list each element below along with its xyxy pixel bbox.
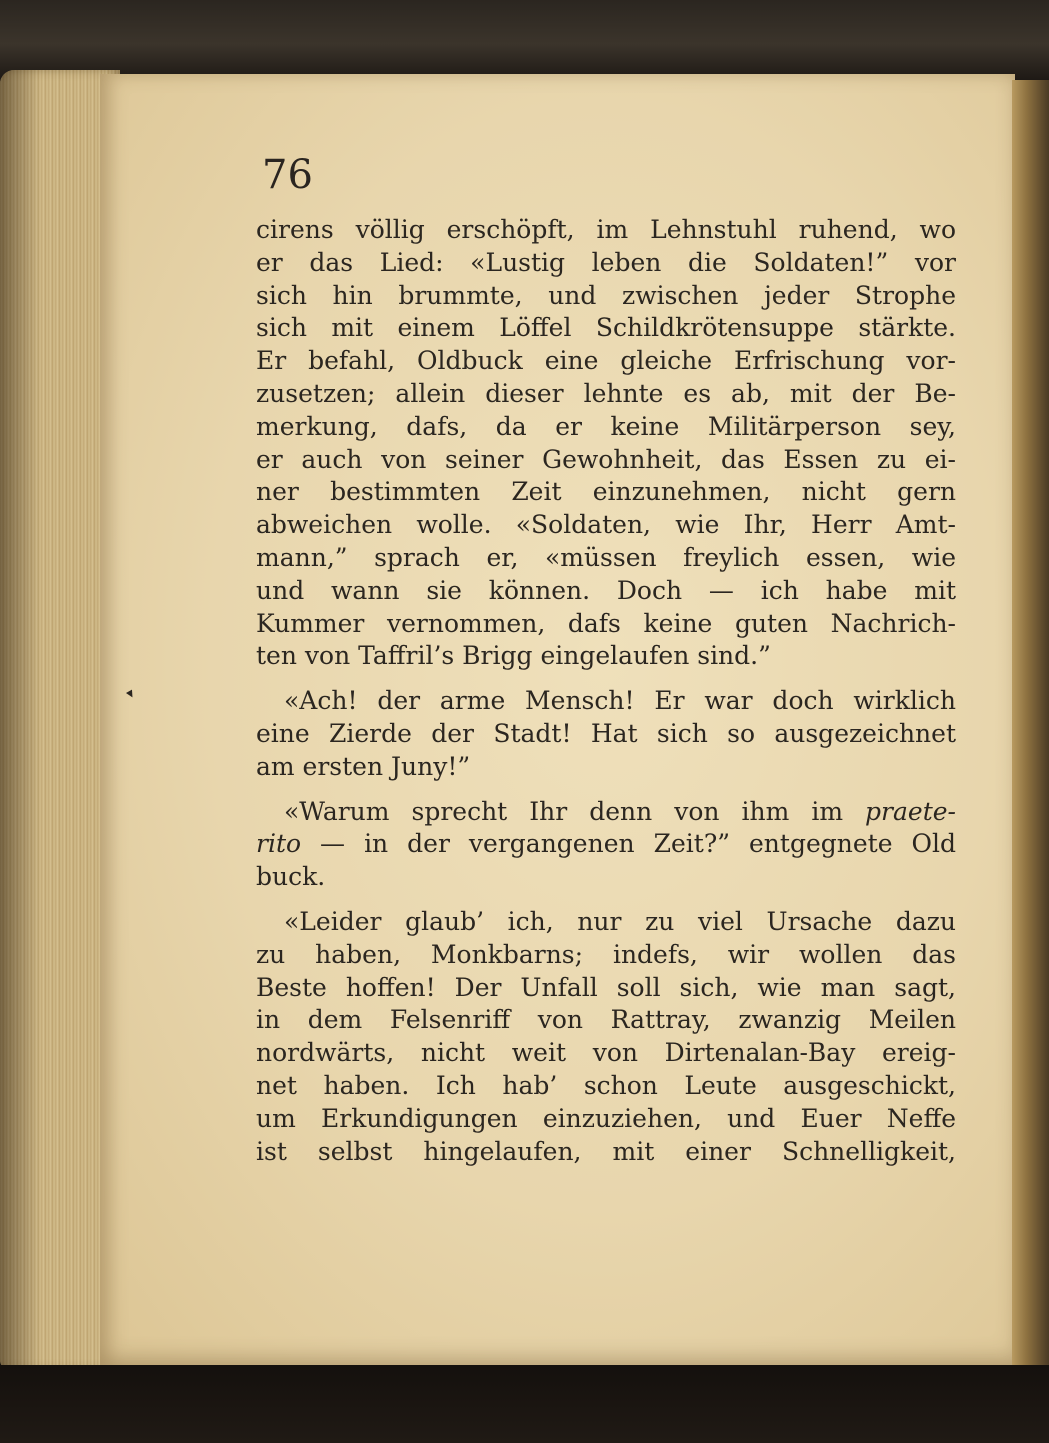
text-line: mann,” sprach er, «müssen freylich essen, wie (256, 542, 956, 572)
text-line: zu haben, Monkbarns; indefs, wir wollen das (256, 939, 956, 969)
paragraph-2 (256, 685, 956, 783)
text-line: abweichen wolle. «Soldaten, wie Ihr, Herr Amt- (256, 510, 956, 540)
text-run: — in der vergangenen Zeit?” entgegnete Old (301, 829, 956, 859)
text-line: buck. (256, 862, 326, 892)
book-cover-bottom (0, 1365, 1049, 1443)
text-line: in dem Felsenriff von Rattray, zwanzig Meilen (256, 1005, 956, 1035)
text-line: ten von Taffril’s Brigg eingelaufen sind.” (256, 641, 771, 671)
text-line: sich hin brummte, und zwischen jeder Strophe (256, 280, 956, 310)
page-number: 76 (262, 152, 313, 198)
text-line: eine Zierde der Stadt! Hat sich so ausgezeichnet (256, 718, 956, 748)
margin-mark: ▾ (123, 685, 138, 703)
text-line: er das Lied: «Lustig leben die Soldaten!” vor (256, 247, 956, 277)
paragraph-4 (256, 906, 956, 1168)
text-line: Er befahl, Oldbuck eine gleiche Erfrischung vor- (256, 346, 956, 376)
text-line: «Ach! der arme Mensch! Er war doch wirklich (284, 686, 956, 716)
text-line: merkung, dafs, da er keine Militärperson sey, (256, 411, 956, 441)
text-line (256, 828, 956, 861)
text-line (256, 796, 956, 829)
book-cover-top (0, 0, 1049, 80)
text-line: und wann sie können. Doch — ich habe mit (256, 575, 956, 605)
body-text (256, 214, 956, 1168)
italic-word: rito (256, 829, 302, 859)
paragraph-1 (256, 214, 956, 673)
text-line: ist selbst hingelaufen, mit einer Schnelligkeit, (256, 1136, 956, 1166)
text-line: Kummer vernommen, dafs keine guten Nachrich- (256, 608, 956, 638)
text-line: ner bestimmten Zeit einzunehmen, nicht gern (256, 477, 956, 507)
italic-word: praete- (865, 796, 956, 826)
book-gutter-right (1012, 80, 1049, 1365)
text-line: am ersten Juny!” (256, 751, 471, 781)
text-line: nordwärts, nicht weit von Dirtenalan-Bay ereig- (256, 1038, 956, 1068)
text-line: zusetzen; allein dieser lehnte es ab, mit der Be- (256, 378, 956, 408)
text-run: «Warum sprecht Ihr denn von ihm im (284, 796, 866, 826)
page-edges-shadow (0, 70, 40, 1370)
text-line: Beste hoffen! Der Unfall soll sich, wie man sagt, (256, 972, 956, 1002)
text-line: cirens völlig erschöpft, im Lehnstuhl ruhend, wo (256, 215, 956, 244)
text-line: net haben. Ich hab’ schon Leute ausgeschickt, (256, 1070, 956, 1100)
text-line: um Erkundigungen einzuziehen, und Euer Neffe (256, 1103, 956, 1133)
paragraph-3 (256, 796, 956, 894)
text-line: sich mit einem Löffel Schildkrötensuppe stärkte. (256, 313, 956, 343)
text-line: «Leider glaub’ ich, nur zu viel Ursache dazu (284, 906, 956, 936)
text-line: er auch von seiner Gewohnheit, das Essen zu ei- (256, 444, 956, 474)
